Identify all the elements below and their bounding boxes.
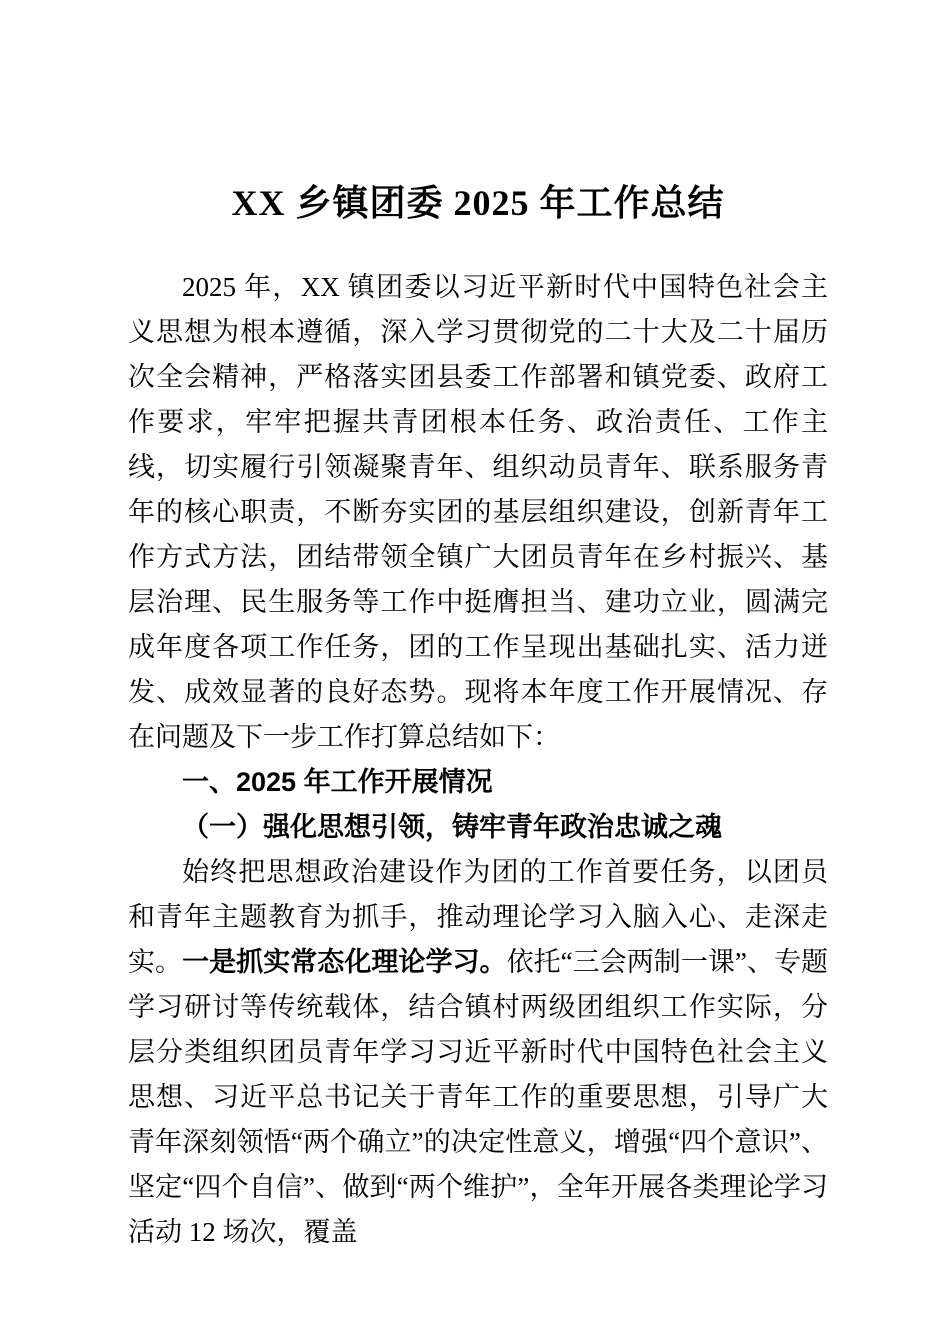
section-1-heading: 一、2025 年工作开展情况 [182, 767, 493, 797]
document-content [128, 178, 828, 1255]
subsection-paragraph-lead-run: 始终把思想政治建设作为团的工作首要任务，以团员和青年主题教育为抓手，推动理论学习入脑入心、走深走实。 [128, 857, 828, 977]
document-title: XX 乡镇团委 2025 年工作总结 [231, 183, 725, 223]
subsection-1-1-heading: （一）强化思想引领，铸牢青年政治忠诚之魂 [182, 812, 722, 842]
intro-paragraph: 2025 年，XX 镇团委以习近平新时代中国特色社会主义思想为根本遵循，深入学习贯彻党的二十大及二十届历次全会精神，严格落实团县委工作部署和镇党委、政府工作要求，牢牢把握共青团根本任务、政治责任、工作主线，切实履行引领凝聚青年、组织动员青年、联系服务青年的核心职责，不断夯实团的基层组织建设，创新青年工作方式方法，团结带领全镇广大团员青年在乡村振兴、基层治理、民生服务等工作中挺膺担当、建功立业，圆满完成年度各项工作任务，团的工作呈现出基础扎实、活力迸发、成效显著的良好态势。现将本年度工作开展情况、存在问题及下一步工作打算总结如下： [128, 272, 828, 752]
subsection-1-1-paragraph [128, 850, 828, 1255]
subsection-paragraph-body-run: 依托“三会两制一课”、专题学习研讨等传统载体，结合镇村两级团组织工作实际，分层分类组织团员青年学习习近平新时代中国特色社会主义思想、习近平总书记关于青年工作的重要思想，引导广大青年深刻领悟“两个确立”的决定性意义，增强“四个意识”、坚定“四个自信”、做到“两个维护”，全年开展各类理论学习活动 12 场次，覆盖 [128, 947, 829, 1247]
subsection-paragraph-bold-run: 一是抓实常态化理论学习。 [182, 947, 507, 977]
